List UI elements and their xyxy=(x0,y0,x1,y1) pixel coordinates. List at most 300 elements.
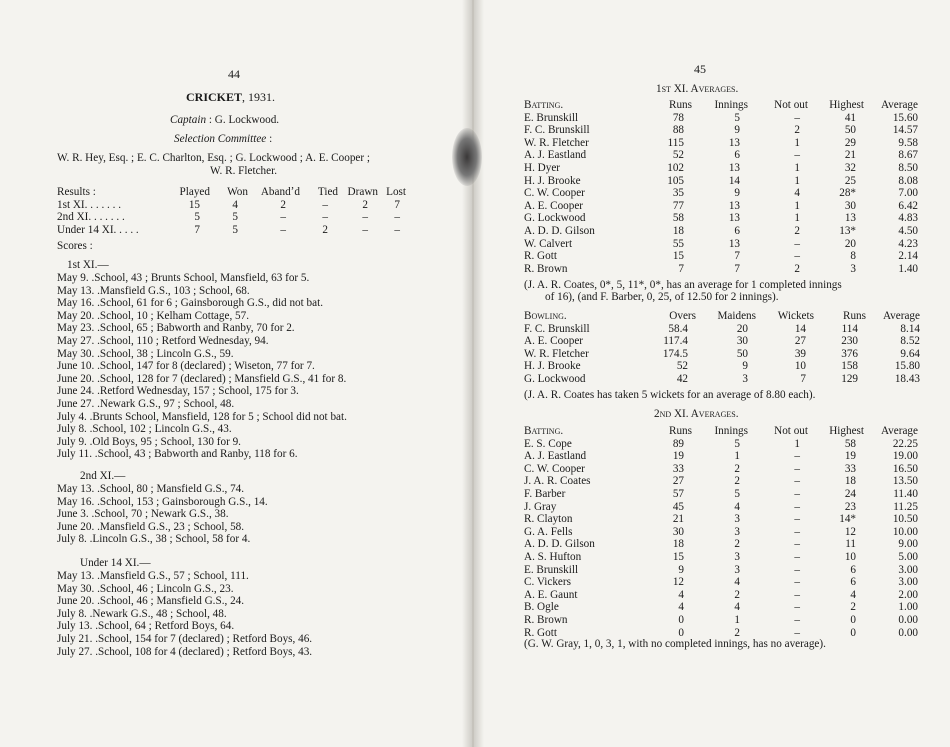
player-name: A. E. Gaunt xyxy=(524,588,578,601)
not-out-value: – xyxy=(794,525,800,538)
runs-value: 21 xyxy=(672,513,684,526)
score-line: July 8. .School, 102 ; Lincoln G.S., 43. xyxy=(57,423,232,436)
overs-value: 58.4 xyxy=(668,322,688,335)
title-word: CRICKET xyxy=(186,90,243,104)
score-line: May 13. .Mansfield G.S., 103 ; School, 68. xyxy=(57,284,250,297)
runs-value: 129 xyxy=(841,372,858,385)
abandoned: – xyxy=(280,211,286,224)
score-line: May 30. .School, 38 ; Lincoln G.S., 59. xyxy=(57,347,234,360)
player-name: A. J. Eastland xyxy=(524,450,587,463)
not-out-value: 1 xyxy=(794,437,800,450)
innings-value: 5 xyxy=(734,487,740,500)
highest-value: 6 xyxy=(850,563,856,576)
header-played: Played xyxy=(179,186,210,198)
column-header-maidens: Maidens xyxy=(717,310,756,322)
overs-value: 52 xyxy=(676,360,688,373)
column-header-runs: Runs xyxy=(842,310,866,322)
column-header-runs: Runs xyxy=(668,425,692,437)
player-name: H. Dyer xyxy=(524,161,561,174)
player-name: W. R. Fletcher xyxy=(524,347,589,360)
average-value: 4.50 xyxy=(898,224,918,237)
highest-value: 2 xyxy=(850,601,856,614)
not-out-value: – xyxy=(794,250,800,263)
average-value: 13.50 xyxy=(892,475,918,488)
score-line: July 11. .School, 43 ; Babworth and Ranby, 118 for 6. xyxy=(57,448,298,461)
table-row xyxy=(524,360,920,373)
results-row xyxy=(57,211,406,224)
column-header-not-out: Not out xyxy=(774,99,808,111)
runs-value: 89 xyxy=(672,437,684,450)
bowling-table xyxy=(524,310,920,386)
player-name: A. D. D. Gilson xyxy=(524,224,595,237)
table-row xyxy=(524,475,918,488)
table-row xyxy=(524,438,918,451)
column-header-highest: Highest xyxy=(829,99,864,111)
player-name: E. S. Cope xyxy=(524,437,572,450)
average-value: 7.00 xyxy=(898,187,918,200)
innings-value: 9 xyxy=(734,124,740,137)
highest-value: 25 xyxy=(844,174,856,187)
committee-line-1: W. R. Hey, Esq. ; E. C. Charlton, Esq. ; G. Lockwood ; A. E. Cooper ; xyxy=(57,152,371,164)
table-row xyxy=(524,238,918,251)
average-value: 16.50 xyxy=(892,462,918,475)
table-row xyxy=(524,488,918,501)
table-row xyxy=(524,175,918,188)
not-out-value: 2 xyxy=(794,262,800,275)
results-table xyxy=(57,186,406,236)
runs-value: 230 xyxy=(841,335,858,348)
second-xi-batting-table xyxy=(524,425,918,639)
highest-value: 0 xyxy=(850,626,856,639)
bowling-note: (J. A. R. Coates has taken 5 wickets for an average of 8.80 each). xyxy=(524,389,816,401)
score-line: July 13. .School, 64 ; Retford Boys, 64. xyxy=(57,620,235,633)
scores-label: Scores : xyxy=(57,240,93,252)
maidens-value: 20 xyxy=(736,322,748,335)
score-line: June 3. .School, 70 ; Newark G.S., 38. xyxy=(57,508,229,521)
innings-value: 13 xyxy=(728,199,740,212)
highest-value: 0 xyxy=(850,613,856,626)
player-name: G. Lockwood xyxy=(524,372,586,385)
column-header-wickets: Wickets xyxy=(777,310,814,322)
player-name: G. Lockwood xyxy=(524,212,586,225)
not-out-value: – xyxy=(794,475,800,488)
player-name: F. Barber xyxy=(524,487,566,500)
runs-value: 15 xyxy=(672,250,684,263)
innings-value: 3 xyxy=(734,550,740,563)
header-abandoned: Abandʼd xyxy=(260,186,300,198)
header-won: Won xyxy=(227,186,248,198)
runs-value: 0 xyxy=(678,613,684,626)
average-value: 11.25 xyxy=(893,500,918,513)
table-row xyxy=(524,576,918,589)
column-header-runs: Runs xyxy=(668,99,692,111)
player-name: A. J. Eastland xyxy=(524,149,587,162)
second-xi-heading: 2nd XI.— xyxy=(80,470,126,482)
average-value: 4.83 xyxy=(898,212,918,225)
highest-value: 13 xyxy=(844,212,856,225)
runs-value: 105 xyxy=(667,174,684,187)
highest-value: 58 xyxy=(844,437,856,450)
not-out-value: 1 xyxy=(794,161,800,174)
under14-scores xyxy=(57,570,312,658)
wickets-value: 27 xyxy=(794,335,806,348)
table-row xyxy=(524,551,918,564)
overs-value: 174.5 xyxy=(662,347,688,360)
not-out-value: – xyxy=(794,149,800,162)
left-page xyxy=(0,0,472,747)
second-xi-scores xyxy=(57,483,268,546)
maidens-value: 30 xyxy=(736,335,748,348)
runs-value: 9 xyxy=(678,563,684,576)
player-name: R. Brown xyxy=(524,613,568,626)
average-value: 2.14 xyxy=(898,250,918,263)
section-label: Bowling. xyxy=(524,310,567,322)
section-label: Batting. xyxy=(524,99,564,111)
player-name: H. J. Brooke xyxy=(524,360,581,373)
runs-value: 27 xyxy=(672,475,684,488)
captain-name: : G. Lockwood. xyxy=(208,114,280,126)
innings-value: 1 xyxy=(734,450,740,463)
player-name: H. J. Brooke xyxy=(524,174,581,187)
runs-value: 114 xyxy=(841,322,858,335)
not-out-value: 4 xyxy=(794,187,800,200)
runs-value: 0 xyxy=(678,626,684,639)
score-line: May 16. .School, 153 ; Gainsborough G.S., 14. xyxy=(57,495,268,508)
score-line: May 30. .School, 46 ; Lincoln G.S., 23. xyxy=(57,582,234,595)
innings-value: 2 xyxy=(734,588,740,601)
not-out-value: 2 xyxy=(794,124,800,137)
not-out-value: – xyxy=(794,487,800,500)
under14-heading: Under 14 XI.— xyxy=(80,557,151,569)
highest-value: 14* xyxy=(839,513,856,526)
innings-value: 4 xyxy=(734,576,740,589)
innings-value: 5 xyxy=(734,111,740,124)
not-out-value: 1 xyxy=(794,212,800,225)
player-name: C. W. Cooper xyxy=(524,462,585,475)
average-value: 22.25 xyxy=(892,437,918,450)
player-name: E. Brunskill xyxy=(524,563,579,576)
score-line: May 9. .School, 43 ; Brunts School, Mansfield, 63 for 5. xyxy=(57,272,310,284)
runs-value: 57 xyxy=(672,487,684,500)
results-row xyxy=(57,199,406,212)
table-row xyxy=(524,526,918,539)
table-row xyxy=(524,323,920,336)
player-name: R. Gott xyxy=(524,250,557,263)
score-line: July 8. .Newark G.S., 48 ; School, 48. xyxy=(57,607,227,620)
runs-value: 58 xyxy=(672,212,684,225)
average-value: 11.40 xyxy=(893,487,918,500)
score-line: July 9. .Old Boys, 95 ; School, 130 for 9. xyxy=(57,435,241,448)
lost: – xyxy=(394,211,400,224)
player-name: R. Gott xyxy=(524,626,557,639)
table-row xyxy=(524,137,918,150)
average-value: 18.43 xyxy=(894,372,920,385)
batting-note-line-2: of 16), (and F. Barber, 0, 25, of 12.50 for 2 innings). xyxy=(545,291,779,303)
average-value: 19.00 xyxy=(892,450,918,463)
highest-value: 18 xyxy=(844,475,856,488)
highest-value: 29 xyxy=(844,136,856,149)
player-name: C. Vickers xyxy=(524,576,571,589)
average-value: 3.00 xyxy=(898,576,918,589)
average-value: 3.00 xyxy=(898,563,918,576)
not-out-value: 1 xyxy=(794,199,800,212)
table-row xyxy=(524,200,918,213)
played: 5 xyxy=(194,211,200,224)
team: Under 14 XI. . . . . xyxy=(57,223,139,236)
average-value: 6.42 xyxy=(898,199,918,212)
not-out-value: – xyxy=(794,111,800,124)
highest-value: 30 xyxy=(844,199,856,212)
innings-value: 2 xyxy=(734,538,740,551)
won: 5 xyxy=(232,223,238,236)
batting-note-line-1: (J. A. R. Coates, 0*, 5, 11*, 0*, has an average for 1 completed innings xyxy=(524,279,842,291)
drawn: – xyxy=(362,223,368,236)
not-out-value: – xyxy=(794,601,800,614)
wickets-value: 10 xyxy=(794,360,806,373)
innings-value: 3 xyxy=(734,513,740,526)
average-value: 15.60 xyxy=(892,111,918,124)
highest-value: 21 xyxy=(844,149,856,162)
drawn: – xyxy=(362,211,368,224)
table-header-row xyxy=(524,310,920,323)
not-out-value: – xyxy=(794,237,800,250)
average-value: 14.57 xyxy=(892,124,918,137)
table-row xyxy=(524,212,918,225)
column-header-innings: Innings xyxy=(714,99,748,111)
player-name: A. D. D. Gilson xyxy=(524,538,595,551)
won: 5 xyxy=(232,211,238,224)
table-row xyxy=(524,501,918,514)
innings-value: 13 xyxy=(728,212,740,225)
innings-value: 13 xyxy=(728,136,740,149)
player-name: F. C. Brunskill xyxy=(524,322,590,335)
runs-value: 15 xyxy=(672,550,684,563)
table-header-row xyxy=(524,425,918,438)
not-out-value: – xyxy=(794,500,800,513)
player-name: F. C. Brunskill xyxy=(524,124,590,137)
innings-value: 7 xyxy=(734,250,740,263)
innings-value: 13 xyxy=(728,161,740,174)
player-name: A. E. Cooper xyxy=(524,199,584,212)
innings-value: 3 xyxy=(734,525,740,538)
innings-value: 2 xyxy=(734,475,740,488)
runs-value: 77 xyxy=(672,199,684,212)
runs-value: 45 xyxy=(672,500,684,513)
highest-value: 13* xyxy=(839,224,856,237)
section-label: Batting. xyxy=(524,425,564,437)
runs-value: 115 xyxy=(667,136,684,149)
abandoned: – xyxy=(280,223,286,236)
not-out-value: 1 xyxy=(794,174,800,187)
score-line: May 20. .School, 10 ; Kelham Cottage, 57. xyxy=(57,309,250,322)
score-line: June 20. .School, 128 for 7 (declared) ; Mansfield G.S., 41 for 8. xyxy=(57,372,347,385)
average-value: 8.14 xyxy=(900,322,920,335)
average-value: 8.67 xyxy=(898,149,918,162)
second-xi-note: (G. W. Gray, 1, 0, 3, 1, with no completed innings, has no average). xyxy=(524,638,826,650)
tied: – xyxy=(322,198,328,211)
innings-value: 7 xyxy=(734,262,740,275)
table-row xyxy=(524,513,918,526)
table-row xyxy=(524,373,920,386)
score-line: June 20. .Mansfield G.S., 23 ; School, 58. xyxy=(57,520,245,533)
innings-value: 9 xyxy=(734,187,740,200)
score-line: May 27. .School, 110 ; Retford Wednesday, 94. xyxy=(57,334,269,347)
player-name: A. S. Hufton xyxy=(524,550,582,563)
table-row xyxy=(524,463,918,476)
runs-value: 12 xyxy=(672,576,684,589)
player-name: G. A. Fells xyxy=(524,525,573,538)
average-value: 15.80 xyxy=(894,360,920,373)
runs-value: 102 xyxy=(667,161,684,174)
not-out-value: – xyxy=(794,613,800,626)
header-lost: Lost xyxy=(386,186,406,198)
player-name: C. W. Cooper xyxy=(524,187,585,200)
average-value: 9.00 xyxy=(898,538,918,551)
highest-value: 28* xyxy=(839,187,856,200)
not-out-value: – xyxy=(794,576,800,589)
not-out-value: – xyxy=(794,563,800,576)
second-xi-averages-heading: 2nd XI. Averages. xyxy=(654,408,739,420)
runs-value: 158 xyxy=(841,360,858,373)
table-row xyxy=(524,589,918,602)
innings-value: 3 xyxy=(734,563,740,576)
score-line: June 24. .Retford Wednesday, 157 ; School, 175 for 3. xyxy=(57,385,299,398)
score-line: May 13. .Mansfield G.S., 57 ; School, 111. xyxy=(57,570,249,582)
first-xi-batting-table xyxy=(524,99,918,275)
score-line: July 8. .Lincoln G.S., 38 ; School, 58 for 4. xyxy=(57,533,251,546)
innings-value: 14 xyxy=(728,174,740,187)
average-value: 5.00 xyxy=(898,550,918,563)
page-number: 45 xyxy=(694,62,706,76)
column-header-highest: Highest xyxy=(829,425,864,437)
played: 7 xyxy=(194,223,200,236)
average-value: 8.50 xyxy=(898,161,918,174)
column-header-overs: Overs xyxy=(669,310,696,322)
overs-value: 117.4 xyxy=(663,335,688,348)
score-line: May 23. .School, 65 ; Babworth and Ranby, 70 for 2. xyxy=(57,322,295,335)
runs-value: 33 xyxy=(672,462,684,475)
highest-value: 33 xyxy=(844,462,856,475)
overs-value: 42 xyxy=(676,372,688,385)
innings-value: 4 xyxy=(734,500,740,513)
first-xi-averages-heading: 1st XI. Averages. xyxy=(656,83,739,95)
highest-value: 50 xyxy=(844,124,856,137)
innings-value: 6 xyxy=(734,149,740,162)
column-header-average: Average xyxy=(880,99,918,111)
table-row xyxy=(524,348,920,361)
innings-value: 13 xyxy=(728,237,740,250)
score-line: June 27. .Newark G.S., 97 ; School, 48. xyxy=(57,397,235,410)
player-name: R. Brown xyxy=(524,262,568,275)
average-value: 1.40 xyxy=(898,262,918,275)
book-gutter xyxy=(462,0,484,747)
runs-value: 35 xyxy=(672,187,684,200)
not-out-value: – xyxy=(794,450,800,463)
highest-value: 3 xyxy=(850,262,856,275)
ink-stain xyxy=(452,128,482,186)
highest-value: 32 xyxy=(844,161,856,174)
runs-value: 19 xyxy=(672,450,684,463)
average-value: 4.23 xyxy=(898,237,918,250)
page-title xyxy=(186,91,275,104)
highest-value: 23 xyxy=(844,500,856,513)
average-value: 0.00 xyxy=(898,613,918,626)
table-row xyxy=(524,112,918,125)
committee-heading: Selection Committee xyxy=(174,133,267,145)
lost: 7 xyxy=(394,198,400,211)
runs-value: 4 xyxy=(678,588,684,601)
runs-value: 52 xyxy=(672,149,684,162)
page-number: 44 xyxy=(228,67,240,81)
abandoned: 2 xyxy=(280,198,286,211)
table-row xyxy=(524,225,918,238)
average-value: 0.00 xyxy=(898,626,918,639)
played: 15 xyxy=(188,198,200,211)
table-row xyxy=(524,601,918,614)
player-name: E. Brunskill xyxy=(524,111,579,124)
highest-value: 12 xyxy=(844,525,856,538)
innings-value: 2 xyxy=(734,626,740,639)
captain-label: Captain xyxy=(170,114,207,126)
header-drawn: Drawn xyxy=(347,186,378,198)
wickets-value: 39 xyxy=(794,347,806,360)
average-value: 8.08 xyxy=(898,174,918,187)
not-out-value: – xyxy=(794,513,800,526)
runs-value: 376 xyxy=(841,347,858,360)
table-row xyxy=(524,614,918,627)
average-value: 1.00 xyxy=(898,601,918,614)
first-xi-heading: 1st XI.— xyxy=(67,259,109,271)
table-row xyxy=(524,335,920,348)
innings-value: 5 xyxy=(734,437,740,450)
table-row xyxy=(524,538,918,551)
not-out-value: – xyxy=(794,588,800,601)
table-row xyxy=(524,250,918,263)
player-name: J. A. R. Coates xyxy=(524,475,591,488)
wickets-value: 7 xyxy=(800,372,806,385)
column-header-average: Average xyxy=(880,425,918,437)
runs-value: 18 xyxy=(672,538,684,551)
title-year: , 1931. xyxy=(242,90,276,104)
not-out-value: – xyxy=(794,550,800,563)
table-row xyxy=(524,564,918,577)
innings-value: 2 xyxy=(734,462,740,475)
committee-heading-line: Selection Committee : xyxy=(174,133,273,145)
highest-value: 20 xyxy=(844,237,856,250)
player-name: R. Clayton xyxy=(524,513,573,526)
wickets-value: 14 xyxy=(794,322,806,335)
average-value: 9.58 xyxy=(898,136,918,149)
not-out-value: – xyxy=(794,538,800,551)
not-out-value: 1 xyxy=(794,136,800,149)
not-out-value: – xyxy=(794,626,800,639)
table-row xyxy=(524,263,918,276)
not-out-value: – xyxy=(794,462,800,475)
score-line: June 20. .School, 46 ; Mansfield G.S., 24. xyxy=(57,595,245,608)
player-name: J. Gray xyxy=(524,500,557,513)
highest-value: 41 xyxy=(844,111,856,124)
right-page xyxy=(472,0,950,747)
runs-value: 4 xyxy=(678,601,684,614)
player-name: A. E. Cooper xyxy=(524,335,584,348)
results-label: Results : xyxy=(57,186,96,198)
runs-value: 18 xyxy=(672,224,684,237)
score-line: July 21. .School, 154 for 7 (declared) ; Retford Boys, 46. xyxy=(57,632,313,645)
score-line: June 10. .School, 147 for 8 (declared) ; Wiseton, 77 for 7. xyxy=(57,360,315,373)
average-value: 2.00 xyxy=(898,588,918,601)
runs-value: 78 xyxy=(672,111,684,124)
table-row xyxy=(524,450,918,463)
